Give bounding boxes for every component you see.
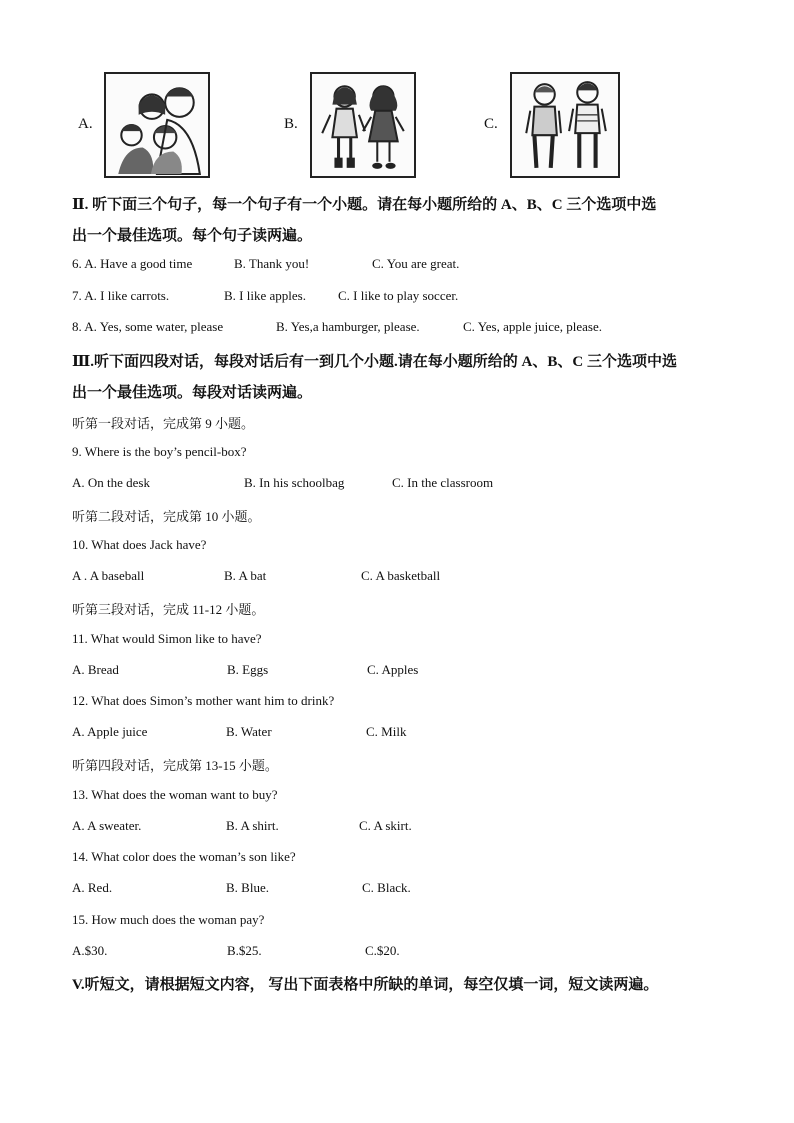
dialog1-instruction: 听第一段对话，完成第 9 小题。	[72, 416, 255, 431]
two-boys-picture	[510, 72, 620, 178]
q13-stem: 13. What does the woman want to buy?	[72, 787, 278, 802]
dialog4-instruction: 听第四段对话，完成第 13-15 小题。	[72, 758, 278, 773]
q9-option-b[interactable]: B. In his schoolbag	[244, 475, 345, 490]
q13-option-c[interactable]: C. A skirt.	[359, 818, 412, 833]
q15-option-a[interactable]: A.$30.	[72, 943, 108, 958]
q7-option-a[interactable]: 7. A. I like carrots.	[72, 288, 170, 303]
family-picture	[104, 72, 210, 178]
q13-option-a[interactable]: A. A sweater.	[72, 818, 142, 833]
picture-options	[0, 70, 794, 180]
q6-option-b[interactable]: B. Thank you!	[234, 256, 310, 271]
family-illustration	[106, 74, 208, 176]
q8-option-c[interactable]: C. Yes, apple juice, please.	[463, 319, 603, 334]
option-c-letter: C.	[484, 116, 498, 132]
option-a-letter: A.	[78, 116, 93, 132]
dialog3-instruction: 听第三段对话，完成 11-12 小题。	[72, 602, 265, 617]
section2-heading-line1: Ⅱ. 听下面三个句子，每一个句子有一个小题。请在每小题所给的 A、B、C 三个选项中选	[72, 197, 657, 213]
q10-option-a[interactable]: A . A baseball	[72, 568, 145, 583]
q9-stem: 9. Where is the boy’s pencil-box?	[72, 444, 247, 459]
q14-option-b[interactable]: B. Blue.	[226, 880, 269, 895]
q9-option-a[interactable]: A. On the desk	[72, 475, 150, 490]
q10-option-c[interactable]: C. A basketball	[361, 568, 441, 583]
q8-option-a[interactable]: 8. A. Yes, some water, please	[72, 319, 224, 334]
q10-option-b[interactable]: B. A bat	[224, 568, 267, 583]
section5-heading: V.听短文，请根据短文内容， 写出下面表格中所缺的单词，每空仅填一词，短文读两遍。	[72, 977, 659, 993]
q9-option-c[interactable]: C. In the classroom	[392, 475, 494, 490]
q14-stem: 14. What color does the woman’s son like?	[72, 849, 296, 864]
q11-stem: 11. What would Simon like to have?	[72, 631, 262, 646]
two-girls-illustration	[312, 74, 414, 176]
section2-heading-line2: 出一个最佳选项。每个句子读两遍。	[72, 228, 313, 244]
q14-option-a[interactable]: A. Red.	[72, 880, 113, 895]
section3-heading-line2: 出一个最佳选项。每段对话读两遍。	[72, 385, 313, 401]
q11-option-a[interactable]: A. Bread	[72, 662, 119, 677]
q6-option-c[interactable]: C. You are great.	[372, 256, 460, 271]
q12-stem: 12. What does Simon’s mother want him to drink?	[72, 693, 335, 708]
q7-option-b[interactable]: B. I like apples.	[224, 288, 306, 303]
q6-option-a[interactable]: 6. A. Have a good time	[72, 256, 193, 271]
q10-stem: 10. What does Jack have?	[72, 537, 207, 552]
option-b-letter: B.	[284, 116, 298, 132]
two-girls-picture	[310, 72, 416, 178]
q14-option-c[interactable]: C. Black.	[362, 880, 411, 895]
q11-option-c[interactable]: C. Apples	[367, 662, 419, 677]
q12-option-a[interactable]: A. Apple juice	[72, 724, 148, 739]
q8-option-b[interactable]: B. Yes,a hamburger, please.	[276, 319, 420, 334]
q13-option-b[interactable]: B. A shirt.	[226, 818, 279, 833]
two-boys-illustration	[512, 74, 618, 176]
q12-option-b[interactable]: B. Water	[226, 724, 272, 739]
section3-heading-line1: Ⅲ.听下面四段对话，每段对话后有一到几个小题.请在每小题所给的 A、B、C 三个选项中选	[72, 354, 677, 370]
q15-stem: 15. How much does the woman pay?	[72, 912, 265, 927]
q11-option-b[interactable]: B. Eggs	[227, 662, 269, 677]
q7-option-c[interactable]: C. I like to play soccer.	[338, 288, 459, 303]
dialog2-instruction: 听第二段对话，完成第 10 小题。	[72, 509, 261, 524]
q12-option-c[interactable]: C. Milk	[366, 724, 407, 739]
q15-option-c[interactable]: C.$20.	[365, 943, 400, 958]
q15-option-b[interactable]: B.$25.	[227, 943, 262, 958]
